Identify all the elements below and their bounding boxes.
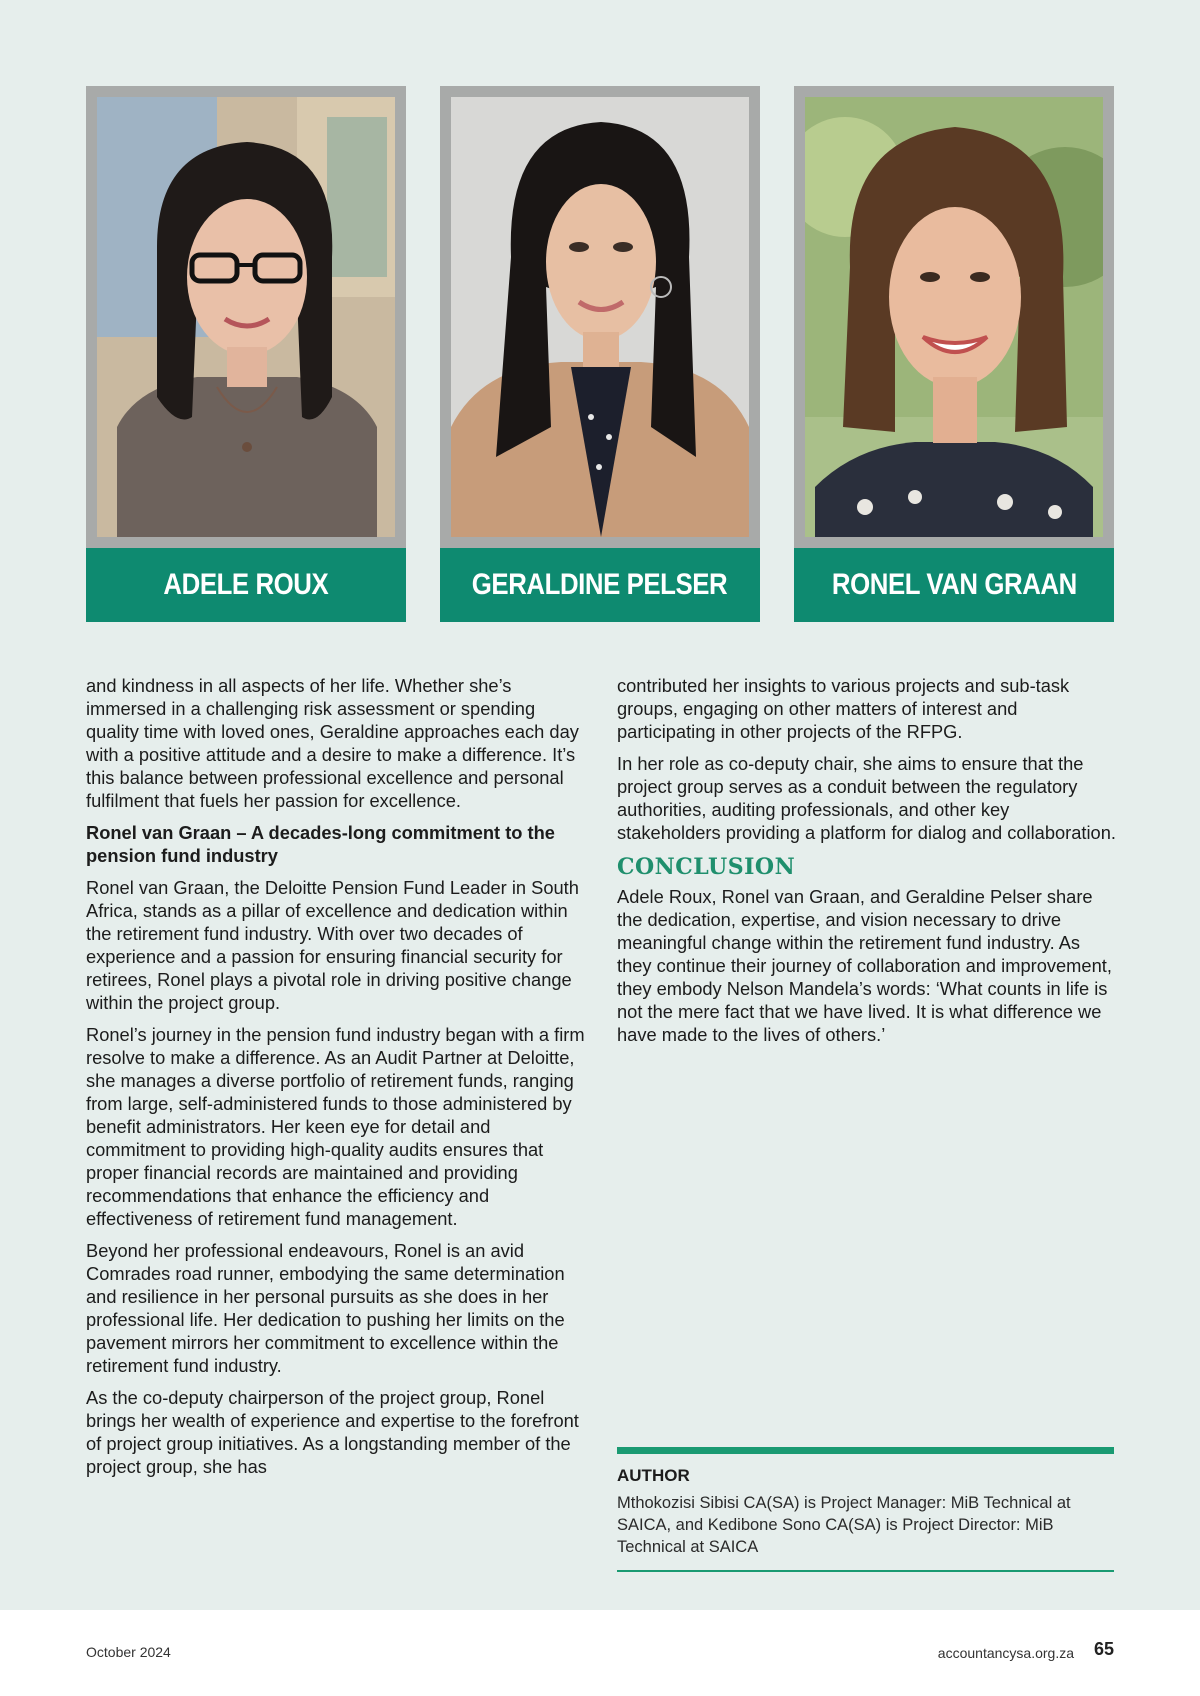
author-bottom-rule <box>617 1570 1114 1572</box>
author-top-rule <box>617 1447 1114 1454</box>
profile-card-adele-roux <box>86 86 406 622</box>
photo-frame <box>440 86 760 548</box>
paragraph: and kindness in all aspects of her life. Whether she’s immersed in a challenging risk assessment or spending quality time with loved ones, Geraldine approaches each day with a positive attitude and a desire to make a difference. It’s this balance between professional excellence and personal fulfilment that fuels her passion for excellence. <box>86 675 579 811</box>
conclusion-heading: CONCLUSION <box>617 854 796 880</box>
profile-name-plate <box>86 548 406 622</box>
portrait-woman-dark-hair-icon <box>451 97 749 537</box>
paragraph: contributed her insights to various projects and sub-task groups, engaging on other matters of interest and participating in other projects of the RFPG. <box>617 675 1070 742</box>
footer-date: October 2024 <box>86 1644 171 1660</box>
paragraph: Adele Roux, Ronel van Graan, and Geraldine Pelser share the dedication, expertise, and vision necessary to drive meaningful change within the retirement fund industry. As they continue their journey of collaboration and improvement, they embody Nelson Mandela’s words: ‘What counts in life is not the mere fact that we have lived. It is what difference we have made to the lives of others.’ <box>617 886 1112 1045</box>
section-subheading: Ronel van Graan – A decades-long commitment to the pension fund industry <box>86 822 555 866</box>
page-footer <box>0 1610 1200 1696</box>
profile-card-geraldine-pelser <box>440 86 760 622</box>
paragraph: Ronel’s journey in the pension fund industry began with a firm resolve to make a difference. As an Audit Partner at Deloitte, she manages a diverse portfolio of retirement funds, ranging from large, self-administered funds to those administered by benefit administrators. Her keen eye for detail and commitment to providing high-quality audits ensures that proper financial records are maintained and providing recommendations that enhance the efficiency and effectiveness of retirement fund management. <box>86 1024 585 1229</box>
profile-name: GERALDINE PELSER <box>472 568 728 601</box>
photo-frame <box>794 86 1114 548</box>
profile-name: ADELE ROUX <box>163 568 329 601</box>
article-left-column <box>86 674 586 1487</box>
profile-card-ronel-van-graan <box>794 86 1114 622</box>
footer-site-link[interactable]: accountancysa.org.za <box>937 1645 1074 1661</box>
paragraph: Beyond her professional endeavours, Ronel is an avid Comrades road runner, embodying the same determination and resilience in her personal pursuits as she does in her professional life. Her dedication to pushing her limits on the pavement mirrors her commitment to excellence within the retirement fund industry. <box>86 1240 565 1376</box>
profile-name: RONEL VAN GRAAN <box>831 568 1077 601</box>
author-heading: AUTHOR <box>617 1466 690 1485</box>
portrait-woman-glasses-icon <box>97 97 395 537</box>
profiles-row <box>86 86 1114 622</box>
author-text: Mthokozisi Sibisi CA(SA) is Project Manager: MiB Technical at SAICA, and Kedibone Sono CA(SA) is Project Director: MiB Technical at SAICA <box>617 1494 1071 1556</box>
portrait-woman-bob-hair-icon <box>805 97 1103 537</box>
profile-name-plate <box>794 548 1114 622</box>
paragraph: Ronel van Graan, the Deloitte Pension Fund Leader in South Africa, stands as a pillar of excellence and dedication within the retirement fund industry. With over two decades of experience and a passion for ensuring financial security for retirees, Ronel plays a pivotal role in driving positive change within the project group. <box>86 877 579 1013</box>
paragraph: In her role as co-deputy chair, she aims to ensure that the project group serves as a conduit between the regulatory authorities, auditing professionals, and other key stakeholders providing a platform for dialog and collaboration. <box>617 753 1116 843</box>
article-right-column <box>617 674 1117 1055</box>
photo-frame <box>86 86 406 548</box>
profile-name-plate <box>440 548 760 622</box>
page-number: 65 <box>1093 1639 1114 1659</box>
author-box <box>617 1447 1114 1572</box>
paragraph: As the co-deputy chairperson of the project group, Ronel brings her wealth of experience and expertise to the forefront of project group initiatives. As a longstanding member of the project group, she has <box>86 1387 579 1477</box>
